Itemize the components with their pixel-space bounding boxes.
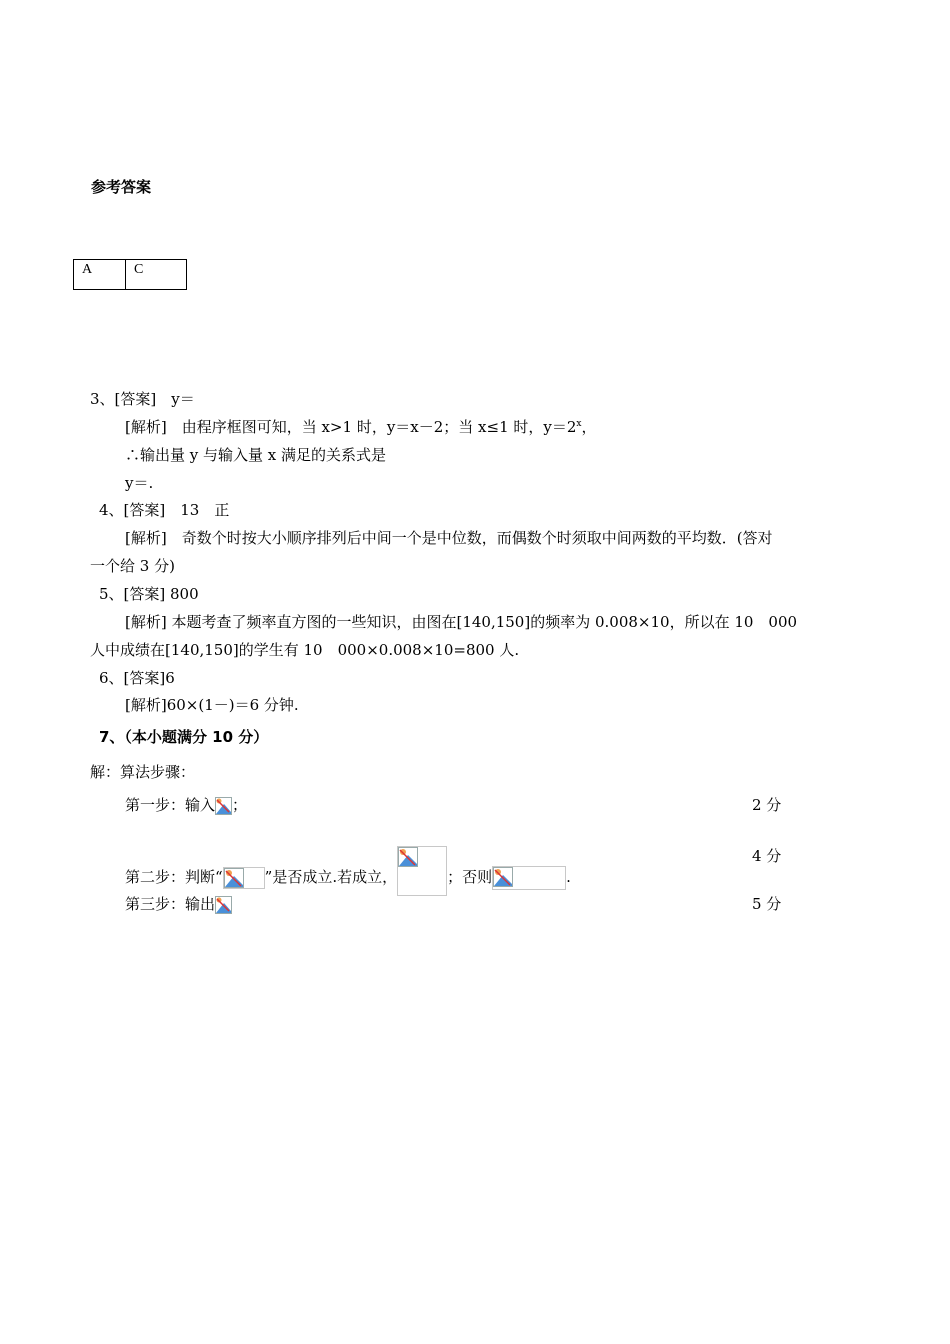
- q7-heading: 7、（本小题满分 10 分）: [99, 728, 269, 746]
- step1-score: 2 分: [752, 796, 782, 814]
- q7-step3: [125, 894, 232, 914]
- step3-score: 5 分: [752, 895, 782, 913]
- step3-label: 第三步：输出: [125, 895, 216, 913]
- q3-answer: 3、[答案] y＝: [90, 390, 195, 408]
- q5-analysis-line2: 人中成绩在[140,150]的学生有 10 000×0.008×10=800 人.: [90, 641, 520, 659]
- q4-analysis-line2: 一个给 3 分): [90, 557, 175, 575]
- broken-image-icon: [215, 797, 232, 815]
- q7-step2: [125, 846, 571, 896]
- broken-image-icon: [215, 896, 232, 914]
- q7-step1: [125, 795, 247, 815]
- answer-cell-2: C: [126, 260, 187, 290]
- q3-analysis-superscript: x: [576, 419, 582, 429]
- step2-else-text: ；否则: [447, 868, 493, 886]
- step1-tail: ；: [232, 796, 248, 814]
- answer-table: [73, 259, 187, 290]
- step1-label: 第一步：输入: [125, 796, 216, 814]
- step2-score: 4 分: [752, 847, 782, 865]
- q5-answer: 5、[答案] 800: [99, 585, 199, 603]
- q3-relation: ∴输出量 y 与输入量 x 满足的关系式是: [125, 446, 387, 464]
- step2-label: 第二步：判断“: [125, 868, 223, 886]
- q7-intro: 解：算法步骤：: [90, 763, 196, 781]
- q5-analysis-line1: [解析] 本题考查了频率直方图的一些知识，由图在[140,150]的频率为 0.008×10，所以在 10 000: [125, 613, 798, 631]
- q6-analysis: [解析]60×(1－)＝6 分钟.: [125, 696, 299, 714]
- q4-analysis-line1: [解析] 奇数个时按大小顺序排列后中间一个是中位数，而偶数个时须取中间两数的平均数．(答对: [125, 529, 773, 547]
- step2-condition-text: ”是否成立.若成立，: [264, 868, 398, 886]
- broken-image-icon: [492, 866, 566, 890]
- q3-analysis-text: [解析] 由程序框图可知，当 x>1 时，y＝x－2；当 x≤1 时，y＝2: [125, 418, 577, 436]
- q3-analysis-tail: ，: [581, 418, 597, 436]
- q6-answer: 6、[答案]6: [99, 669, 175, 687]
- q4-answer: 4、[答案] 13 正: [99, 501, 230, 519]
- q3-analysis: [125, 417, 597, 437]
- answer-cell-1: A: [74, 260, 126, 290]
- page-title: 参考答案: [91, 178, 152, 196]
- step2-end: .: [566, 868, 571, 886]
- broken-image-icon: [223, 867, 265, 889]
- broken-image-icon: [397, 846, 447, 896]
- q3-formula: y＝.: [125, 474, 154, 492]
